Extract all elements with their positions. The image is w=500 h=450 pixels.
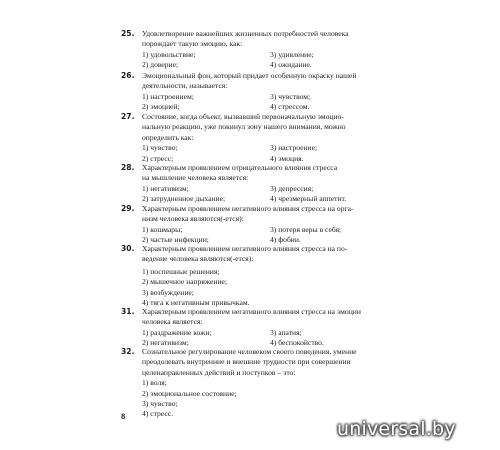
option: 2) негативизм; [142,338,189,348]
option: 4) эмоция. [270,153,304,163]
question-number: 25. [121,29,135,38]
question-32 [122,347,384,420]
option: 2) доверие; [142,60,179,70]
question-number: 26. [121,71,135,80]
question-stem: Удовлетворение важнейших жизненных потребностей человека порождает такую эмоцию, как: [142,29,349,49]
question-stem: Характерным проявлением негативного влияния стресса на по- ведение человека являются(-ется): [142,244,348,264]
question-number: 30. [121,244,135,253]
question-number: 27. [121,112,135,121]
option: 4) тяга к негативным привычкам. [142,298,250,308]
option: 2) мышечное напряжение; [142,277,228,287]
option: 3) чувством; [270,91,311,101]
question-number: 29. [121,204,135,213]
option: 1) чувство; [142,143,178,153]
question-30 [122,244,384,308]
answer-options [122,143,384,164]
question-number: 28. [121,163,135,172]
option: 3) настроение; [270,143,318,153]
question-stem: Эмоциональный фон, который придает особенную окраску нашей деятельности, называется: [142,71,357,91]
question-29 [122,204,384,246]
answer-options [122,225,384,246]
option: 4) стресс. [142,409,174,419]
answer-options [122,92,384,113]
question-stem: Характерным проявлением негативного влияния стресса на эмоции человека является: [142,307,361,327]
option: 2) частые инфекции; [142,235,209,245]
question-number: 32. [121,347,135,356]
option: 4) фобии. [270,235,301,245]
question-26 [122,71,384,113]
option: 4) беспокойство. [270,338,324,348]
option: 1) воля; [142,378,167,388]
page-number: 8 [121,411,126,421]
question-stem: Характерным проявлением отрицательного влияния стресса на мышление человека является: [142,163,338,183]
question-number: 31. [121,307,135,316]
answer-options [122,184,384,205]
question-27 [122,112,384,164]
option: 2) эмоциональное состояние; [142,388,237,398]
option: 2) затрудненное дыхание; [142,194,226,204]
option: 3) депрессия; [270,183,314,193]
question-25 [122,29,384,71]
option: 1) кошмары; [142,224,183,234]
option: 3) удивление; [270,49,314,59]
answer-options [122,378,384,420]
question-31 [122,307,384,349]
question-stem: Состояние, когда объект, вызвавший первоначальную эмоцио- нальную реакцию, уже покинул зону нашего внимания, можно определить как: [142,112,346,142]
option: 1) негативизм; [142,183,189,193]
question-stem: Сознательное регулирование человеком своего поведения, умение преодолевать внутренние и внешние трудности при совершении целенаправленных действий и поступков – это: [142,347,357,377]
option: 4) чрезмерный аппетит. [270,194,347,204]
option: 3) чувство; [142,399,178,409]
option: 4) стрессом. [270,102,310,112]
option: 1) настроением; [142,91,194,101]
answer-options [122,50,384,71]
question-stem: Характерным проявлением негативного влияния стресса на орга- низм человека являются(-ется): [142,204,354,224]
option: 4) ожидание. [270,60,312,70]
option: 2) стресс; [142,153,174,163]
option: 3) потеря веры в себя; [270,224,342,234]
option: 1) удовольствие; [142,49,196,59]
question-28 [122,163,384,205]
option: 3) возбуждение; [142,287,194,297]
answer-options [122,328,384,349]
watermark-logo: universal.by [337,418,456,440]
answer-options [122,267,384,309]
option: 1) поспешные решения; [142,266,220,276]
option: 3) апатия; [270,327,302,337]
option: 1) раздражение кожи; [142,327,212,337]
option: 2) эмоцией; [142,102,180,112]
